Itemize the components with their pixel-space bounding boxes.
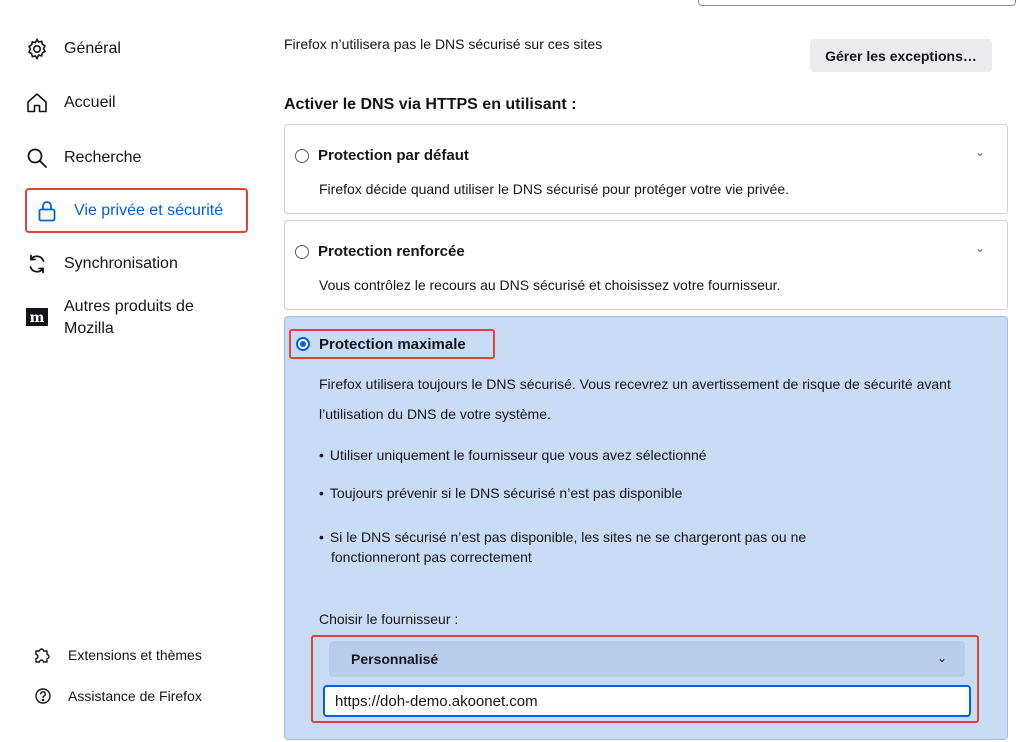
- chevron-down-icon: ⌄: [936, 651, 947, 665]
- sidebar-item-mozilla-products[interactable]: [24, 296, 194, 340]
- option-title: Protection par défaut: [318, 147, 469, 164]
- manage-exceptions-button[interactable]: Gérer les exceptions…: [810, 39, 992, 72]
- list-item: • Toujours prévenir si le DNS sécurisé n’est pas disponible: [319, 483, 939, 503]
- sidebar-item-label: Autres produits de: [64, 298, 194, 315]
- sidebar: [0, 0, 260, 742]
- sidebar-item-search[interactable]: [24, 145, 141, 171]
- sidebar-item-label: Général: [64, 40, 121, 57]
- sidebar-link-extensions[interactable]: [34, 646, 202, 664]
- sidebar-item-label: Accueil: [64, 94, 116, 111]
- option-title: Protection renforcée: [318, 243, 465, 260]
- sidebar-item-privacy[interactable]: [25, 188, 248, 233]
- sidebar-item-label: Vie privée et sécurité: [74, 201, 224, 219]
- provider-label: Choisir le fournisseur :: [319, 611, 459, 627]
- option-description: Firefox décide quand utiliser le DNS sécurisé pour protéger votre vie privée.: [319, 181, 790, 197]
- custom-provider-url-input[interactable]: [323, 685, 971, 717]
- exceptions-info-text: Firefox n’utilisera pas le DNS sécurisé sur ces sites: [284, 36, 603, 52]
- option-description: Firefox utilisera toujours le DNS sécurisé. Vous recevrez un avertissement de risque de sécurité avant l’utilisation du DNS de votre système.: [319, 376, 951, 422]
- sidebar-link-label: Assistance de Firefox: [68, 688, 202, 704]
- sidebar-item-general[interactable]: [24, 36, 121, 62]
- radio-button-checked[interactable]: [296, 337, 310, 351]
- option-max-protection[interactable]: [284, 316, 1008, 740]
- sidebar-item-home[interactable]: [24, 90, 116, 116]
- chevron-down-icon[interactable]: ⌄: [974, 241, 985, 255]
- provider-selected-value: Personnalisé: [351, 651, 439, 667]
- option-increased-protection[interactable]: [284, 220, 1008, 310]
- sidebar-item-label: Mozilla: [64, 320, 114, 337]
- section-title: Activer le DNS via HTTPS en utilisant :: [284, 96, 577, 113]
- lock-icon: [34, 198, 60, 224]
- svg-text:m: m: [29, 310, 45, 326]
- sidebar-link-label: Extensions et thèmes: [68, 647, 202, 663]
- list-item: • Utiliser uniquement le fournisseur que vous avez sélectionné: [319, 445, 939, 465]
- radio-button[interactable]: [295, 245, 309, 259]
- provider-select[interactable]: [329, 641, 965, 677]
- chevron-down-icon[interactable]: ⌄: [974, 145, 985, 159]
- sync-icon: [24, 251, 50, 277]
- sidebar-item-label: Recherche: [64, 149, 142, 166]
- puzzle-icon: [34, 646, 52, 664]
- home-icon: [24, 90, 50, 116]
- gear-icon: [24, 36, 50, 62]
- sidebar-item-sync[interactable]: [24, 251, 178, 277]
- sidebar-item-label: Synchronisation: [64, 255, 178, 272]
- help-icon: [34, 687, 52, 705]
- provider-highlight: [311, 635, 979, 723]
- option-default-protection[interactable]: [284, 124, 1008, 214]
- list-item: • Si le DNS sécurisé n’est pas disponible, les sites ne se chargeront pas ou ne fonctionneront pas correctement: [319, 527, 939, 567]
- sidebar-link-support[interactable]: [34, 687, 202, 705]
- search-icon: [24, 145, 50, 171]
- radio-button[interactable]: [295, 149, 309, 163]
- settings-content: [284, 0, 1010, 742]
- option-title: Protection maximale: [319, 335, 466, 353]
- option-description: Vous contrôlez le recours au DNS sécurisé et choisissez votre fournisseur.: [319, 277, 781, 293]
- mozilla-icon: [24, 304, 50, 330]
- option-head: [289, 329, 495, 359]
